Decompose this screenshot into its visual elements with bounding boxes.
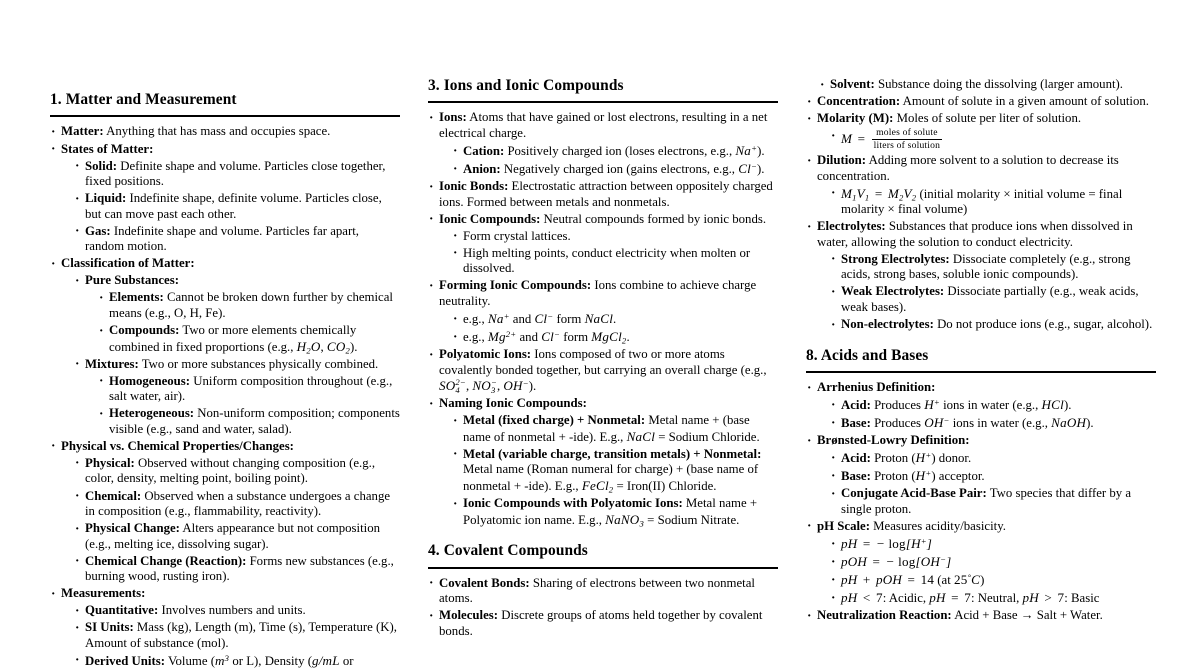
text-non-electrolytes: Do not produce ions (e.g., sugar, alcohol). — [937, 317, 1153, 332]
list-ions — [428, 110, 778, 528]
list-item-compounds — [98, 323, 400, 355]
list-item-molarity — [806, 111, 1156, 152]
comma-1: , — [320, 339, 327, 354]
term-molarity: Molarity (M): — [817, 111, 894, 126]
text-polyatomic-b: ). — [528, 379, 537, 394]
text-eg-b: and — [509, 312, 535, 327]
formula-ph-basic: pH > 7 — [1022, 590, 1065, 606]
section-divider — [428, 101, 778, 103]
text-heterogeneous: Non-uniform composition; components visible (e.g., sand and water, salad). — [109, 406, 400, 436]
list-item-non-electrolytes — [830, 317, 1156, 333]
list-item-ionic-bonds — [428, 179, 778, 210]
text-eg2-c: form — [560, 330, 592, 345]
text-si-units: Mass (kg), Length (m), Time (s), Temperature (K), Amount of substance (mol). — [85, 620, 398, 650]
text-conjugate-pair: Two species that differ by a single proton. — [841, 486, 1132, 516]
list-item-polyatomic-ions — [428, 347, 778, 395]
text-arr-acid-a: Produces — [874, 398, 925, 413]
term-pure-substances: Pure Substances: — [85, 273, 179, 288]
text-quantitative: Involves numbers and units. — [161, 603, 306, 618]
formula-ph-neutral: pH = 7 — [929, 590, 971, 606]
list-item-ph-sum-equation — [830, 572, 1156, 589]
list-matter-measurement — [50, 124, 400, 669]
term-naming-ionic: Naming Ionic Compounds: — [439, 396, 587, 411]
term-physical-change: Physical Change: — [85, 521, 180, 536]
list-item-weak-electrolytes — [830, 284, 1156, 315]
formula-hcl: HCl — [1041, 397, 1064, 413]
term-polyatomic-naming: Ionic Compounds with Polyatomic Ions: — [463, 496, 683, 511]
section-divider — [806, 371, 1156, 373]
term-elements: Elements: — [109, 290, 164, 305]
list-item-pure-substances — [74, 273, 400, 355]
list-item-derived-units — [74, 653, 400, 670]
term-compounds: Compounds: — [109, 323, 180, 338]
text-strong-electrolytes: Dissociate completely (e.g., strong acids, strong bases, soluble ionic compounds). — [841, 251, 1131, 282]
text-br-acid-b: ) donor. — [931, 451, 972, 466]
list-item-ph-scale — [806, 519, 1156, 607]
sublist-ph-formulas — [817, 536, 1156, 607]
text-covalent-bonds: Sharing of electrons between two nonmetal atoms. — [439, 575, 755, 606]
text-polyatomic-a: Ions composed of two or more atoms covalently bonded together, but carrying an overall charge (e.g., — [439, 347, 767, 377]
list-item-forming-ionic — [428, 278, 778, 345]
text-variable-a: Metal name (Roman numeral for charge) + (base name of nonmetal + -ide). E.g., — [463, 462, 759, 494]
list-item-ph-equation — [830, 536, 1156, 553]
formula-h2o: $H_2O$ — [296, 338, 321, 355]
text-fixed-b: = Sodium Chloride. — [655, 429, 760, 444]
list-item-anion — [452, 161, 778, 178]
list-item-variable-charge — [452, 447, 778, 495]
text-homogeneous: Uniform composition throughout (e.g., salt water, air). — [109, 373, 393, 404]
text-mixtures: Two or more substances physically combined. — [141, 356, 379, 371]
term-heterogeneous: Heterogeneous: — [109, 406, 195, 421]
section-ions-ionic-compounds — [428, 77, 778, 528]
comma-3: , — [496, 379, 504, 394]
formula-mg-2plus: $Mg^{2+}$ — [487, 328, 517, 345]
term-arrhenius: Arrhenius Definition: — [817, 380, 936, 395]
list-item-fixed-charge — [452, 413, 778, 445]
fraction-denominator: liters of solution — [873, 139, 941, 151]
section-divider — [50, 115, 400, 117]
section-divider — [428, 567, 778, 569]
list-item-strong-electrolytes — [830, 252, 1156, 283]
list-item-gas — [74, 224, 400, 255]
list-item-molecules — [428, 608, 778, 639]
text-arr-base-a: Produces — [874, 416, 925, 431]
list-item-example-mgcl2 — [452, 329, 778, 346]
list-item-quantitative — [74, 603, 400, 619]
list-item-homogeneous — [98, 374, 400, 405]
list-item-physical — [74, 456, 400, 487]
term-matter: Matter: — [61, 124, 104, 139]
text-ph-at: (at — [934, 573, 954, 588]
text-polynaming-b: = Sodium Nitrate. — [643, 512, 740, 527]
list-item-polyatomic-naming — [452, 496, 778, 528]
term-quantitative: Quantitative: — [85, 603, 159, 618]
term-derived-units: Derived Units: — [85, 653, 165, 668]
list-item-arrhenius-acid — [830, 397, 1156, 414]
formula-fecl2: FeCl$_2$ — [581, 478, 614, 495]
term-measurements: Measurements: — [61, 586, 146, 601]
term-bronsted-acid: Acid: — [841, 451, 871, 466]
list-item-heterogeneous — [98, 406, 400, 437]
term-homogeneous: Homogeneous: — [109, 373, 191, 388]
term-covalent-bonds: Covalent Bonds: — [439, 575, 530, 590]
text-eg-d: . — [613, 312, 617, 327]
text-weak-electrolytes: Dissociate partially (e.g., weak acids, weak bases). — [841, 284, 1139, 315]
term-solvent: Solvent: — [830, 77, 875, 91]
list-item-dilution-equation — [830, 186, 1156, 218]
formula-g-per-ml: g/mL — [311, 652, 340, 668]
term-si-units: SI Units: — [85, 620, 134, 635]
sublist-arrhenius — [817, 397, 1156, 432]
list-item-naming-ionic — [428, 396, 778, 528]
formula-oh-minus: OH− — [503, 378, 529, 394]
list-item-bronsted-base — [830, 468, 1156, 485]
text-gas: Indefinite shape and volume. Particles far apart, random motion. — [85, 223, 359, 254]
term-physical: Physical: — [85, 455, 135, 470]
formula-h-plus-3: H+ — [915, 468, 932, 484]
text-ph-acidic: : Acidic, — [882, 591, 930, 606]
formula-na-plus-2: Na+ — [487, 310, 510, 327]
term-bronsted-base: Base: — [841, 469, 871, 484]
term-electrolytes: Electrolytes: — [817, 219, 886, 234]
list-item-arrhenius-base — [830, 415, 1156, 432]
text-polynaming-a: Metal name + Polyatomic ion name. E.g., — [463, 496, 758, 527]
text-br-acid-a: Proton ( — [874, 451, 916, 466]
list-item-liquid — [74, 191, 400, 222]
formula-nacl-2: NaCl — [626, 428, 656, 444]
text-ph-scale: Measures acidity/basicity. — [873, 518, 1006, 533]
formula-m-cubed: $m^3$ — [214, 652, 230, 668]
text-eg2-b: and — [516, 330, 542, 345]
term-ionic-bonds: Ionic Bonds: — [439, 179, 509, 194]
term-chemical: Chemical: — [85, 488, 142, 503]
list-item-physical-change — [74, 521, 400, 552]
list-item-ions — [428, 110, 778, 177]
term-chemical-change: Chemical Change (Reaction): — [85, 553, 247, 568]
list-item-arrhenius — [806, 380, 1156, 432]
text-arr-base-b: ions in water (e.g., — [949, 416, 1052, 431]
term-physical-vs-chemical: Physical vs. Chemical Properties/Changes: — [61, 438, 294, 453]
list-item-melting-points — [452, 246, 778, 277]
text-neutralization: Acid + Base → Salt + Water. — [954, 608, 1103, 623]
text-solid: Definite shape and volume. Particles close together, fixed positions. — [85, 158, 386, 189]
section-covalent-compounds — [428, 542, 778, 639]
list-item-states-of-matter — [50, 142, 400, 255]
sublist-bronsted — [817, 450, 1156, 517]
text-eg2-d: . — [626, 330, 630, 345]
text-physical-change: Alters appearance but not composition (e.g., melting ice, dissolving sugar). — [85, 521, 381, 551]
text-concentration: Amount of solute in a given amount of solution. — [902, 94, 1149, 109]
formula-poh: pOH = − log[OH−] — [841, 553, 952, 570]
text-melting-points: High melting points, conduct electricity when molten or dissolved. — [463, 245, 751, 276]
text-physical: Observed without changing composition (e.g., color, density, melting point, boiling point). — [85, 455, 376, 486]
formula-na-plus: Na+ — [735, 142, 758, 159]
term-non-electrolytes: Non-electrolytes: — [841, 317, 934, 332]
text-elements: Cannot be broken down further by chemical means (e.g., O, H, Fe). — [109, 290, 393, 320]
sublist-ion-types — [439, 143, 778, 178]
text-derived-b: or L), Density ( — [229, 653, 312, 668]
column-1 — [50, 0, 400, 671]
section-solutions-continued — [806, 77, 1156, 333]
text-anion-b: ). — [757, 162, 765, 177]
formula-ph: pH = − log[H+] — [841, 535, 933, 552]
list-item-poh-equation — [830, 554, 1156, 571]
text-br-base-a: Proton ( — [874, 469, 916, 484]
formula-m1v1-m2v2: $M_1V_1 = M_2V_2$ — [841, 185, 917, 203]
term-concentration: Concentration: — [817, 94, 901, 109]
text-fixed-a: Metal name + (base name of nonmetal + -ide). E.g., — [463, 413, 750, 444]
sublist-pure-substances — [85, 290, 400, 355]
text-ions: Atoms that have gained or lost electrons, resulting in a net electrical charge. — [439, 110, 768, 141]
formula-ph-acidic: pH < 7 — [841, 590, 883, 606]
term-ionic-compounds: Ionic Compounds: — [439, 211, 541, 226]
list-item-classification — [50, 256, 400, 437]
sublist-classification — [61, 273, 400, 437]
list-item-ionic-compounds — [428, 212, 778, 277]
term-arrhenius-base: Base: — [841, 416, 871, 431]
list-item-chemical — [74, 489, 400, 520]
text-liquid: Indefinite shape, definite volume. Particles close, but can move past each other. — [85, 191, 382, 221]
term-neutralization: Neutralization Reaction: — [817, 608, 952, 623]
text-crystal-lattices: Form crystal lattices. — [463, 228, 571, 243]
sublist-ionic-props — [439, 229, 778, 277]
section-heading-3: 3. Ions and Ionic Compounds — [428, 77, 624, 94]
list-item-neutralization — [806, 608, 1156, 624]
list-item-measurements — [50, 586, 400, 669]
comma-2: , — [465, 379, 473, 394]
formula-nano3: NaNO$_3$ — [605, 511, 644, 529]
list-item-dilution — [806, 153, 1156, 218]
text-molecules: Discrete groups of atoms held together by covalent bonds. — [439, 608, 763, 638]
text-arr-acid-c: ). — [1063, 398, 1072, 413]
text-molarity: Moles of solute per liter of solution. — [896, 111, 1082, 126]
section-heading-1: 1. Matter and Measurement — [50, 91, 237, 108]
term-liquid: Liquid: — [85, 191, 127, 206]
formula-oh-minus-2: OH− — [924, 415, 950, 431]
section-heading-4: 4. Covalent Compounds — [428, 542, 588, 560]
list-item-chemical-change — [74, 554, 400, 585]
list-item-solvent — [819, 77, 1156, 93]
text-cation-b: ). — [757, 144, 765, 159]
sublist-states — [61, 159, 400, 255]
sublist-electrolyte-types — [817, 252, 1156, 333]
text-ph-neutral: : Neutral, — [971, 591, 1023, 606]
term-ions: Ions: — [439, 110, 467, 125]
list-item-conjugate-pair — [830, 486, 1156, 517]
term-arrhenius-acid: Acid: — [841, 398, 871, 413]
list-item-concentration — [806, 94, 1156, 110]
term-bronsted-lowry: Brønsted-Lowry Definition: — [817, 433, 970, 448]
sublist-physical-chemical — [61, 456, 400, 585]
term-cation: Cation: — [463, 144, 505, 159]
list-solutions — [806, 77, 1156, 333]
term-variable-charge: Metal (variable charge, transition metals) + Nonmetal: — [463, 446, 762, 461]
list-item-covalent-bonds — [428, 576, 778, 607]
text-anion-a: Negatively charged ion (gains electrons, e.g., — [503, 162, 739, 177]
formula-cl-minus: Cl− — [738, 160, 758, 177]
text-compounds-b: ). — [350, 339, 358, 354]
term-weak-electrolytes: Weak Electrolytes: — [841, 284, 945, 299]
text-arr-acid-b: ions in water (e.g., — [939, 398, 1042, 413]
formula-25c: 25°C — [953, 571, 981, 588]
fraction-numerator: moles of solute — [872, 128, 943, 140]
text-arr-base-c: ). — [1086, 416, 1094, 431]
text-derived-c: or — [339, 653, 354, 668]
list-item-physical-vs-chemical — [50, 439, 400, 585]
list-item-matter — [50, 124, 400, 140]
sublist-naming-rules — [439, 413, 778, 528]
text-br-base-b: ) acceptor. — [931, 469, 985, 484]
term-conjugate-pair: Conjugate Acid-Base Pair: — [841, 486, 987, 501]
text-eg2-a: e.g., — [463, 330, 488, 345]
term-anion: Anion: — [463, 162, 501, 177]
text-eg-a: e.g., — [463, 312, 488, 327]
text-chemical-change: Forms new substances (e.g., burning wood, rusting iron). — [85, 553, 394, 584]
list-item-electrolytes — [806, 219, 1156, 332]
term-forming-ionic: Forming Ionic Compounds: — [439, 278, 592, 293]
term-fixed-charge: Metal (fixed charge) + Nonmetal: — [463, 413, 646, 428]
list-acids-bases — [806, 380, 1156, 624]
text-variable-b: = Iron(II) Chloride. — [613, 479, 717, 494]
column-3 — [806, 0, 1156, 671]
formula-naoh: NaOH — [1051, 415, 1087, 431]
formula-no3: NO − 3 — [472, 377, 497, 395]
text-solvent: Substance doing the dissolving (larger amount). — [878, 77, 1123, 91]
list-item-ph-ranges — [830, 590, 1156, 607]
text-dilution-desc: (initial molarity × initial volume = final molarity × final volume) — [841, 186, 1123, 217]
text-ph-at-end: ) — [980, 573, 985, 588]
list-item-bronsted-acid — [830, 450, 1156, 467]
list-item-elements — [98, 290, 400, 321]
section-heading-8: 8. Acids and Bases — [806, 346, 929, 364]
formula-h-plus-2: H+ — [915, 450, 932, 466]
term-ph-scale: pH Scale: — [817, 518, 870, 533]
text-forming-ionic: Ions combine to achieve charge neutrality. — [439, 278, 757, 308]
formula-nacl: NaCl — [584, 311, 614, 327]
list-item-mixtures — [74, 357, 400, 438]
list-covalent — [428, 576, 778, 640]
formula-mgcl2: MgCl$_2$ — [591, 329, 627, 346]
term-solid: Solid: — [85, 158, 118, 173]
text-eg-c: form — [553, 312, 585, 327]
text-matter: Anything that has mass and occupies space. — [106, 124, 331, 139]
list-item-si-units — [74, 620, 400, 651]
term-gas: Gas: — [85, 223, 111, 238]
text-electrolytes: Substances that produce ions when dissolved in water, allowing the solution to conduct electricity. — [817, 219, 1133, 249]
list-item-cation — [452, 143, 778, 160]
formula-h-plus: H+ — [924, 397, 940, 413]
text-ionic-bonds: Electrostatic attraction between oppositely charged ions. Formed between metals and nonmetals. — [439, 179, 773, 209]
section-acids-and-bases — [806, 347, 1156, 624]
list-item-crystal-lattices — [452, 229, 778, 245]
list-item-solid — [74, 159, 400, 190]
text-dilution: Adding more solvent to a solution to decrease its concentration. — [817, 153, 1119, 183]
sublist-mixtures — [85, 374, 400, 438]
section-matter-and-measurement — [50, 91, 400, 670]
sublist-dilution-formula — [817, 186, 1156, 218]
list-item-bronsted-lowry — [806, 433, 1156, 517]
text-derived-a: Volume ( — [167, 653, 215, 668]
formula-co2: $CO_2$ — [326, 338, 350, 355]
text-ph-basic: : Basic — [1064, 591, 1100, 606]
term-dilution: Dilution: — [817, 153, 867, 168]
list-item-example-nacl — [452, 311, 778, 328]
term-molecules: Molecules: — [439, 608, 498, 623]
formula-ph-plus-poh: pH + pOH = 14 — [841, 572, 935, 588]
term-strong-electrolytes: Strong Electrolytes: — [841, 251, 950, 266]
sublist-measurements — [61, 603, 400, 669]
term-classification: Classification of Matter: — [61, 256, 195, 271]
term-polyatomic-ions: Polyatomic Ions: — [439, 347, 532, 362]
sublist-molarity-formula — [817, 128, 1156, 151]
term-states-of-matter: States of Matter: — [61, 141, 154, 156]
text-compounds-a: Two or more elements chemically combined in fixed proportions (e.g., — [109, 323, 357, 354]
text-chemical: Observed when a substance undergoes a change in composition (e.g., flammability, reactivity). — [85, 488, 391, 519]
term-mixtures: Mixtures: — [85, 356, 139, 371]
formula-so4: SO 2− 4 — [439, 377, 466, 395]
text-cation-a: Positively charged ion (loses electrons, e.g., — [507, 144, 736, 159]
text-ionic-compounds: Neutral compounds formed by ionic bonds. — [543, 211, 767, 226]
formula-molarity: M = $\frac{\text{moles of solute}}{\text{liters of solution}}$ — [841, 127, 941, 151]
formula-cl-minus-2: Cl− — [534, 310, 554, 327]
column-2 — [428, 0, 778, 671]
formula-cl-minus-3: Cl− — [541, 328, 560, 345]
list-item-molarity-equation — [830, 128, 1156, 151]
sublist-forming-examples — [439, 311, 778, 346]
